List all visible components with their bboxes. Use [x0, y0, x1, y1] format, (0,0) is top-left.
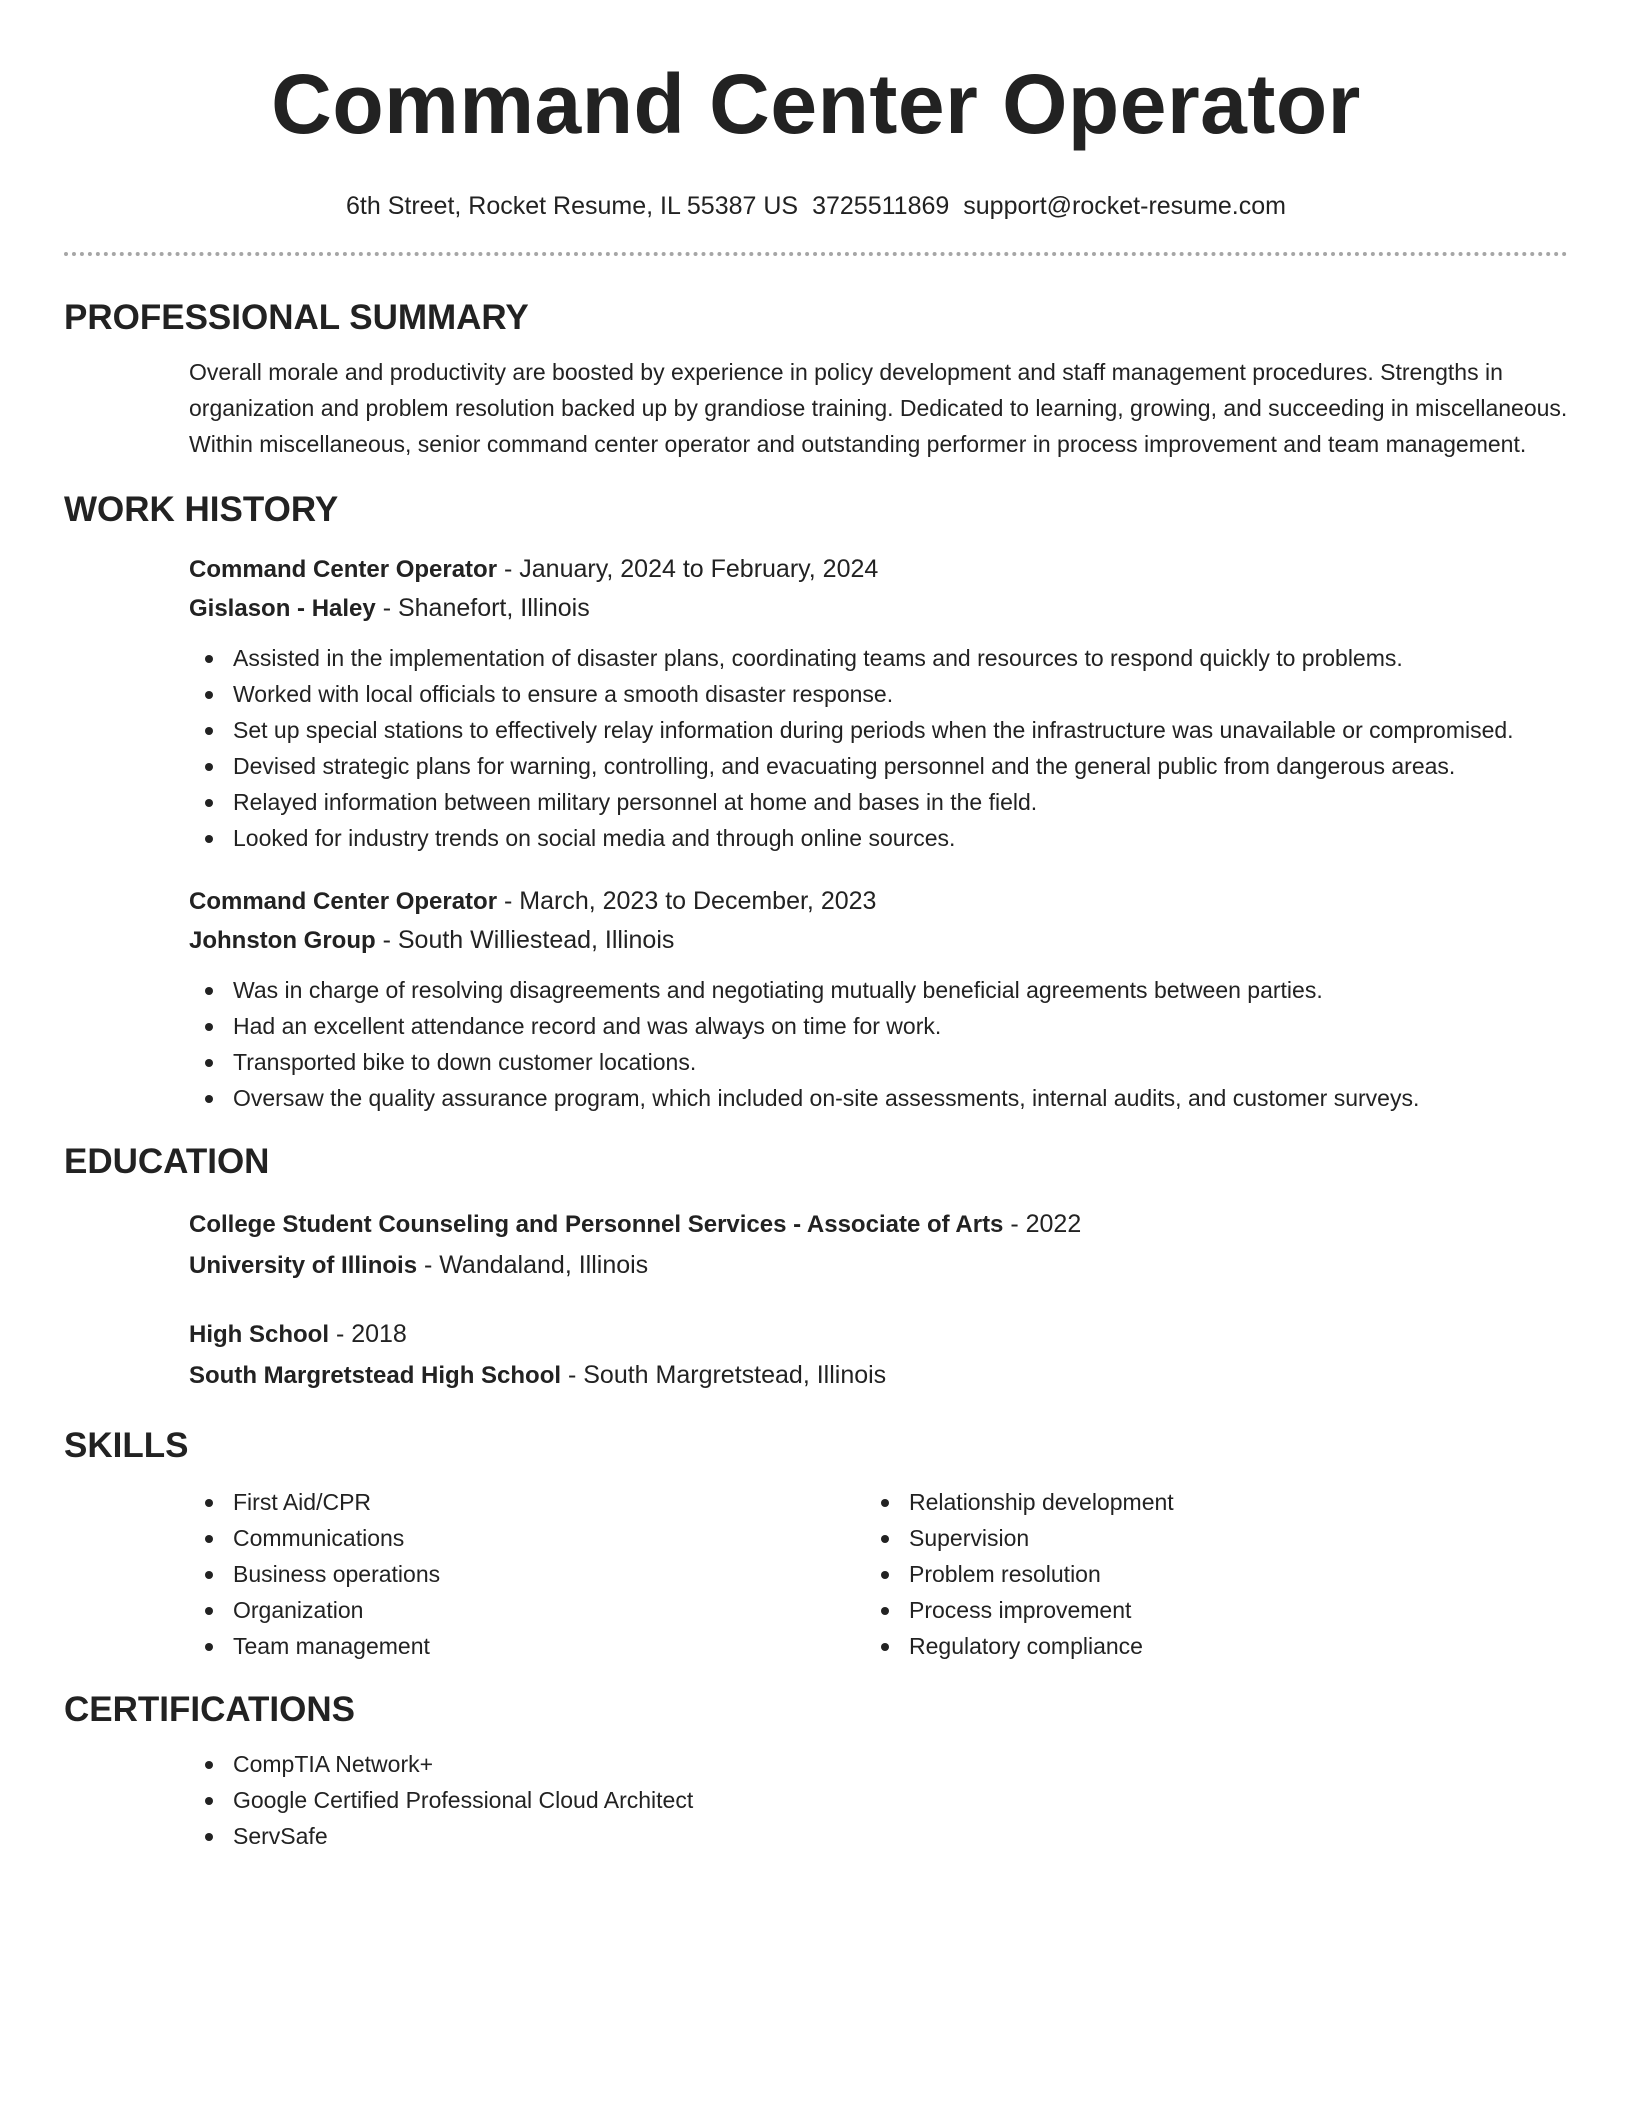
list-item: Organization — [189, 1592, 865, 1628]
list-item: Transported bike to down customer locations. — [189, 1044, 1568, 1080]
degree-year: - 2018 — [329, 1320, 407, 1348]
list-item: Worked with local officials to ensure a smooth disaster response. — [189, 676, 1568, 712]
list-item: Had an excellent attendance record and was always on time for work. — [189, 1008, 1568, 1044]
job-title-line — [189, 882, 1568, 921]
job-location: - Shanefort, Illinois — [375, 594, 590, 622]
list-item: Communications — [189, 1520, 865, 1556]
work-history-section — [64, 488, 1568, 1116]
contact-address: 6th Street, Rocket Resume, IL 55387 US — [346, 192, 799, 220]
job-dates: - January, 2024 to February, 2024 — [497, 555, 879, 583]
list-item: Google Certified Professional Cloud Architect — [189, 1782, 1568, 1818]
list-item: First Aid/CPR — [189, 1484, 865, 1520]
list-item: Oversaw the quality assurance program, which included on-site assessments, internal audits, and customer surveys. — [189, 1080, 1568, 1116]
list-item: ServSafe — [189, 1818, 1568, 1854]
education-entry — [189, 1204, 1568, 1286]
school-location: - Wandaland, Illinois — [417, 1251, 649, 1279]
degree-name: College Student Counseling and Personnel Services - Associate of Arts — [189, 1211, 1004, 1238]
list-item: Looked for industry trends on social media and through online sources. — [189, 820, 1568, 856]
summary-heading: PROFESSIONAL SUMMARY — [64, 298, 529, 337]
certifications-heading: CERTIFICATIONS — [64, 1690, 356, 1729]
job-dates: - March, 2023 to December, 2023 — [497, 887, 877, 915]
list-item: Set up special stations to effectively relay information during periods when the infrastructure was unavailable or compromised. — [189, 712, 1568, 748]
list-item: Regulatory compliance — [865, 1628, 1541, 1664]
job-bullets — [189, 640, 1568, 856]
skills-section — [64, 1424, 1568, 1664]
list-item: Relayed information between military personnel at home and bases in the field. — [189, 784, 1568, 820]
list-item: Devised strategic plans for warning, controlling, and evacuating personnel and the general public from dangerous areas. — [189, 748, 1568, 784]
education-heading: EDUCATION — [64, 1142, 270, 1181]
job-role: Command Center Operator — [189, 556, 498, 583]
list-item: Assisted in the implementation of disaster plans, coordinating teams and resources to respond quickly to problems. — [189, 640, 1568, 676]
school-name: South Margretstead High School — [189, 1362, 562, 1389]
certifications-list — [189, 1746, 1568, 1854]
job-company: Johnston Group — [189, 927, 376, 954]
skills-right-column — [865, 1484, 1541, 1664]
summary-section — [64, 296, 1568, 462]
skills-left-column — [189, 1484, 865, 1664]
job-company: Gislason - Haley — [189, 595, 376, 622]
contact-email: support@rocket-resume.com — [963, 192, 1286, 220]
list-item: Business operations — [189, 1556, 865, 1592]
job-company-line — [189, 589, 1568, 628]
education-section — [64, 1140, 1568, 1396]
certifications-section — [64, 1688, 1568, 1854]
contact-phone: 3725511869 — [812, 192, 950, 220]
school-line — [189, 1355, 1568, 1396]
job-location: - South Williestead, Illinois — [375, 926, 675, 954]
job-role: Command Center Operator — [189, 888, 498, 915]
work-history-heading: WORK HISTORY — [64, 490, 339, 529]
list-item: CompTIA Network+ — [189, 1746, 1568, 1782]
contact-info — [64, 190, 1568, 222]
school-location: - South Margretstead, Illinois — [561, 1361, 887, 1389]
list-item: Problem resolution — [865, 1556, 1541, 1592]
summary-text: Overall morale and productivity are boosted by experience in policy development and staff management procedures. Strengths in organization and problem resolution backed up by grandiose training. Dedicated to learning, growing, and succeeding in miscellaneous. Within miscellaneous, senior command center operator and outstanding performer in process improvement and team management. — [189, 359, 1568, 457]
degree-name: High School — [189, 1321, 329, 1348]
job-bullets — [189, 972, 1568, 1116]
school-line — [189, 1245, 1568, 1286]
degree-year: - 2022 — [1003, 1210, 1082, 1238]
school-name: University of Illinois — [189, 1252, 418, 1279]
skills-heading: SKILLS — [64, 1426, 189, 1465]
job-company-line — [189, 921, 1568, 960]
list-item: Process improvement — [865, 1592, 1541, 1628]
degree-line — [189, 1314, 1568, 1355]
education-entry — [189, 1314, 1568, 1396]
skills-columns — [189, 1484, 1568, 1664]
job-title-line — [189, 550, 1568, 589]
list-item: Was in charge of resolving disagreements and negotiating mutually beneficial agreements between parties. — [189, 972, 1568, 1008]
header-divider — [64, 252, 1568, 256]
list-item: Team management — [189, 1628, 865, 1664]
candidate-name: Command Center Operator — [271, 57, 1361, 151]
list-item: Relationship development — [865, 1484, 1541, 1520]
job-entry — [189, 882, 1568, 1116]
list-item: Supervision — [865, 1520, 1541, 1556]
job-entry — [189, 550, 1568, 856]
degree-line — [189, 1204, 1568, 1245]
